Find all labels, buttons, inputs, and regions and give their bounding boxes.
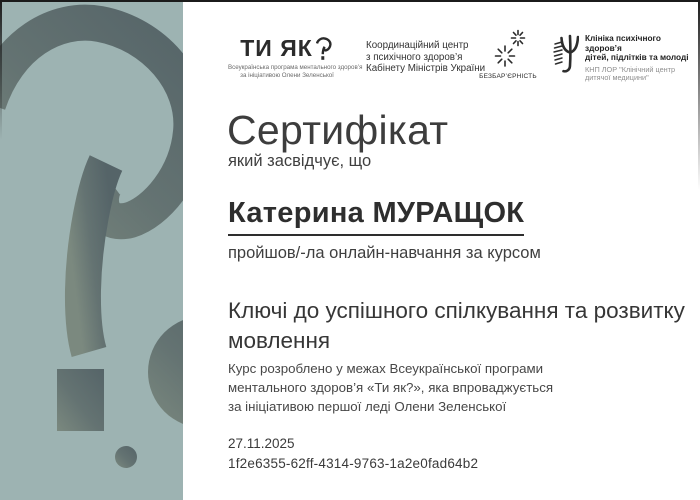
- program-note: [228, 359, 553, 416]
- certificate-subtitle: який засвідчує, що: [228, 152, 372, 170]
- ty-yak-logo-text: ТИ ЯК: [240, 35, 313, 61]
- clinic-name-line1: Клініка психічного здоров’я: [584, 33, 661, 53]
- ty-yak-tagline-line2: за ініціативою Олени Зеленської: [240, 71, 334, 79]
- barrier-free-label: БЕЗБАР’ЄРНІСТЬ: [479, 73, 537, 80]
- program-note-line2: ментального здоров’я «Ти як?», яка впроваджується: [228, 380, 554, 395]
- clinic-org-line1: КНП ЛОР "Клінічний центр: [584, 64, 676, 74]
- top-edge-line: [0, 0, 700, 2]
- barrier-free-logo: [477, 29, 539, 80]
- program-note-line3: за ініціативою першої леді Олени Зеленської: [228, 399, 507, 414]
- course-title: [228, 296, 685, 356]
- ty-yak-logo: [228, 35, 363, 79]
- course-title-line1: Ключі до успішного спілкування та розвитку: [228, 298, 685, 323]
- certificate-id: 1f2e6355-62ff-4314-9763-1a2e0fad64b2: [228, 456, 479, 471]
- clinic-psi-icon: [551, 32, 579, 74]
- recipient-name-text: Катерина МУРАЩОК: [228, 197, 524, 236]
- left-edge-line: [0, 0, 2, 140]
- coordination-center-line3: Кабінету Міністрів України: [366, 63, 486, 75]
- coordination-center-line2: з психічного здоров’я: [366, 51, 463, 63]
- program-note-line1: Курс розроблено у межах Всеукраїнської програми: [228, 361, 544, 376]
- clinic-logo: [551, 32, 700, 83]
- question-mark-graphic: [0, 0, 183, 500]
- clinic-org-line2: дитячої медицини": [584, 73, 649, 83]
- barrier-free-icon: [485, 29, 531, 67]
- clinic-name-line2: дітей, підлітків та молоді: [584, 52, 689, 63]
- completion-text: пройшов/-ла онлайн-навчання за курсом: [228, 244, 541, 262]
- ty-yak-tagline-line1: Всеукраїнська програма ментального здоров’я: [228, 64, 363, 71]
- side-panel: [0, 0, 183, 500]
- course-title-line2: мовлення: [228, 328, 331, 353]
- certificate-title: Сертифікат: [227, 107, 449, 153]
- ty-yak-question-mark-icon: [316, 37, 334, 61]
- recipient-name: [228, 197, 524, 236]
- certificate-date: 27.11.2025: [228, 436, 295, 451]
- coordination-center-logo: [366, 40, 485, 75]
- coordination-center-line1: Координаційний центр: [366, 40, 469, 51]
